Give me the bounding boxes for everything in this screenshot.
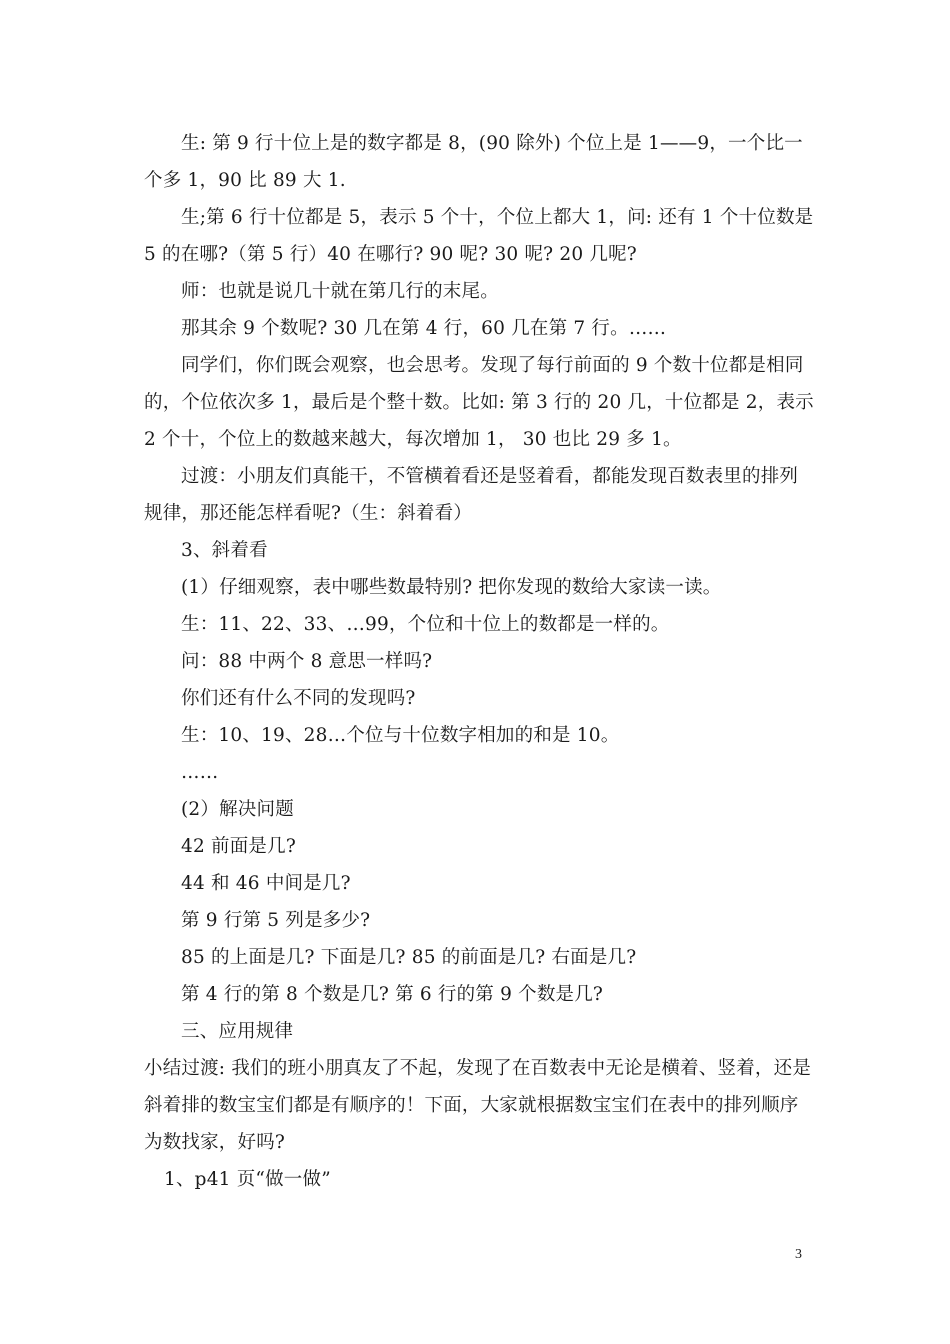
paragraph-observation-summary: 同学们，你们既会观察，也会思考。发现了每行前面的 9 个数十位都是相同的，个位依次多 1，最后是个整十数。比如: 第 3 行的 20 几，十位都是 2，表示 2 个十，个位上的数越来越大，每次增加 1， 30 也比 29 多 1。	[144, 355, 814, 450]
document-body	[144, 125, 814, 1198]
paragraph-question-88: 问：88 中两个 8 意思一样吗?	[181, 651, 433, 672]
question-between-44-46: 44 和 46 中间是几?	[181, 873, 351, 894]
paragraph-student-row6: 生;第 6 行十位都是 5，表示 5 个十，个位上都大 1，问: 还有 1 个十位数是 5 的在哪?（第 5 行）40 在哪行? 90 呢? 30 呢? 20 几呢?	[144, 207, 814, 265]
paragraph-student-sum-ten: 生：10、19、28…个位与十位数字相加的和是 10。	[181, 725, 620, 746]
paragraph-ellipsis: ……	[181, 762, 219, 783]
paragraph-student-same-digits: 生：11、22、33、…99，个位和十位上的数都是一样的。	[181, 614, 670, 635]
heading-solve-problems: (2）解决问题	[181, 799, 294, 820]
page-number: 3	[795, 1247, 802, 1262]
paragraph-careful-observation: (1）仔细观察，表中哪些数最特别? 把你发现的数给大家读一读。	[181, 577, 722, 598]
question-before-42: 42 前面是几?	[181, 836, 296, 857]
heading-apply-rules: 三、应用规律	[181, 1021, 294, 1042]
paragraph-transition: 过渡：小朋友们真能干，不管横着看还是竖着看，都能发现百数表里的排列规律，那还能怎样看呢?（生：斜着看）	[144, 466, 799, 524]
heading-p41-exercise: 1、p41 页“做一做”	[164, 1169, 331, 1190]
question-around-85: 85 的上面是几? 下面是几? 85 的前面是几? 右面是几?	[181, 947, 637, 968]
paragraph-student-row9: 生: 第 9 行十位上是的数字都是 8，(90 除外) 个位上是 1——9，一个比一个多 1，90 比 89 大 1.	[144, 133, 803, 191]
paragraph-teacher-tens: 师：也就是说几十就在第几行的末尾。	[181, 281, 499, 302]
paragraph-remaining-numbers: 那其余 9 个数呢? 30 几在第 4 行，60 几在第 7 行。……	[181, 318, 667, 339]
heading-diagonal-look: 3、斜着看	[181, 540, 268, 561]
question-row9-col5: 第 9 行第 5 列是多少?	[181, 910, 371, 931]
question-row4-row6: 第 4 行的第 8 个数是几? 第 6 行的第 9 个数是几?	[181, 984, 604, 1005]
paragraph-summary-transition: 小结过渡: 我们的班小朋真友了不起，发现了在百数表中无论是横着、竖着，还是斜着排的数宝宝们都是有顺序的！下面，大家就根据数宝宝们在表中的排列顺序为数找家，好吗?	[144, 1058, 812, 1153]
paragraph-other-findings: 你们还有什么不同的发现吗?	[181, 688, 416, 709]
